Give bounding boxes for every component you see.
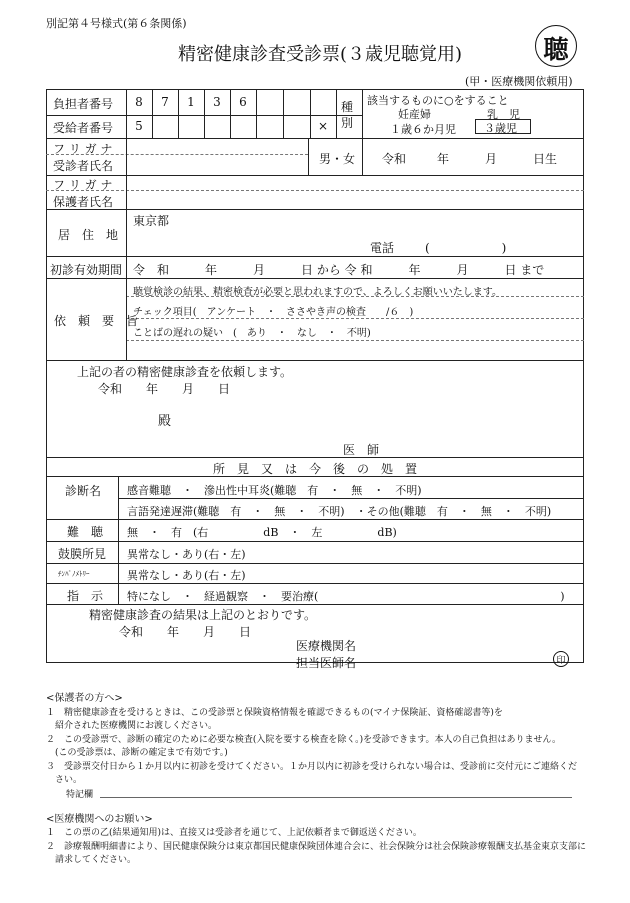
- phone-field[interactable]: ( ): [425, 241, 507, 255]
- medical-note-2a: ２ 診療報酬明細書により、国民健康保険分は東京都国民健康保険団体連合会に、社会保険分は社会保険診療報酬支払基金東京支部に: [46, 842, 587, 852]
- medical-note-1: １ この票の乙(結果通知用)は、直接又は受診者を通じて、上記依頼者まで御返送ください。: [46, 828, 422, 838]
- burden-digit[interactable]: 3: [213, 95, 221, 109]
- medical-note-2b: 請求してください。: [55, 855, 137, 865]
- eardrum-value[interactable]: 異常なし・あり(右・左): [127, 548, 246, 561]
- guardian-note-1b: 紹介された医療機関にお渡しください。: [55, 721, 218, 731]
- type-1y6m[interactable]: １歳６か月児: [390, 123, 456, 136]
- instruction-value[interactable]: 特になし ・ 経過観察 ・ 要治療( ): [127, 590, 565, 603]
- birth-month-unit: 月: [485, 152, 498, 166]
- type-label: 種別: [341, 100, 354, 130]
- address-city[interactable]: 東京都: [133, 214, 170, 228]
- tympanometry-label: ﾁﾝﾊﾟﾉﾒﾄﾘｰ: [58, 570, 90, 578]
- page-title: 精密健康診査受診票(３歳児聴覚用): [178, 44, 463, 65]
- eardrum-label: 鼓膜所見: [58, 547, 107, 561]
- birth-day-unit: 日生: [533, 152, 558, 166]
- burden-number-label: 負担者番号: [53, 97, 114, 111]
- birth-year-unit: 年: [437, 152, 450, 166]
- type-infant[interactable]: 乳 児: [487, 108, 520, 121]
- institution-label: 医療機関名: [296, 639, 357, 653]
- phone-label: 電話: [370, 241, 395, 255]
- badge-label: 聴: [543, 35, 569, 64]
- seal-mark: [553, 651, 569, 667]
- validity-period[interactable]: 令 和 年 月 日 から 令 和 年 月 日 まで: [133, 263, 545, 277]
- guardian-note-3a: ３ 受診票交付日から１か月以内に初診を受けてください。１か月以内に初診を受けられない場合は、受診前に交付元にご連絡くだ: [46, 762, 578, 772]
- instruction-label: 指 示: [67, 589, 104, 603]
- type-3y[interactable]: ３歳児: [484, 122, 517, 135]
- burden-digit[interactable]: 1: [187, 95, 195, 109]
- hearing-loss-value[interactable]: 無 ・ 有 (右 dB ・ 左 dB): [127, 526, 397, 539]
- guardian-note-3b: さい。: [55, 775, 83, 785]
- request-label: 依 頼 要 旨: [54, 314, 139, 328]
- findings-heading: 所 見 又 は 今 後 の 処 置: [212, 462, 417, 476]
- diagnosis-option-2[interactable]: 言語発達遅滞(難聴 有 ・ 無 ・ 不明) ・その他(難聴 有 ・ 無 ・ 不明): [127, 505, 552, 518]
- recipient-mark: ×: [317, 119, 329, 133]
- request-date[interactable]: 令和 年 月 日: [98, 382, 231, 396]
- burden-digit[interactable]: 8: [135, 95, 143, 109]
- form-number: 別記第４号様式(第６条関係): [46, 17, 187, 30]
- copy-type: (甲・医療機関依頼用): [465, 75, 573, 88]
- seal-label: 印: [556, 656, 566, 666]
- guardian-note-2a: ２ この受診票で、診断の確定のために必要な検査(入院を要する検査を除く。)を受診できます。本人の自己負担はありません。: [46, 735, 561, 745]
- diagnosis-option-1[interactable]: 感音難聴 ・ 滲出性中耳炎(難聴 有 ・ 無 ・ 不明): [127, 484, 422, 497]
- request-statement: 上記の者の精密健康診査を依頼します。: [77, 365, 293, 379]
- guardian-name-label: 保護者氏名: [53, 195, 114, 209]
- hearing-loss-label: 難 聴: [67, 525, 104, 539]
- request-speech-delay[interactable]: ことばの遅れの疑い ( あり ・ なし ・ 不明): [133, 328, 371, 339]
- recipient-number-label: 受給者番号: [53, 121, 114, 135]
- burden-digit[interactable]: 6: [239, 95, 247, 109]
- recipient-digit[interactable]: 5: [135, 119, 143, 133]
- request-line1: 聴覚検診の結果、精密検査が必要と思われますので、よろしくお願いいたします。: [133, 287, 502, 298]
- honorific: 殿: [158, 414, 172, 429]
- result-date[interactable]: 令和 年 月 日: [119, 625, 252, 639]
- birth-era: 令和: [382, 152, 407, 166]
- type-note: 該当するものに○をすること: [367, 94, 509, 107]
- burden-digit[interactable]: 7: [161, 95, 169, 109]
- sex-select[interactable]: 男・女: [319, 152, 356, 166]
- physician-label: 担当医師名: [296, 656, 357, 670]
- medical-notes-title: <医療機関へのお願い>: [46, 814, 153, 825]
- guardian-note-2b: (この受診票は、診断の確定まで有効です。): [55, 748, 228, 758]
- validity-label: 初診有効期間: [50, 263, 123, 277]
- address-label: 居 住 地: [58, 228, 119, 242]
- furigana-label: フ リ ガ ナ: [53, 142, 113, 156]
- type-pregnant[interactable]: 妊産婦: [398, 108, 431, 121]
- doctor-label: 医 師: [343, 443, 380, 457]
- guardian-notes-title: <保護者の方へ>: [46, 693, 123, 704]
- diagnosis-label: 診断名: [65, 484, 102, 498]
- result-statement: 精密健康診査の結果は上記のとおりです。: [89, 608, 317, 622]
- remarks-label: 特記欄: [66, 790, 94, 800]
- examinee-name-label: 受診者氏名: [53, 159, 114, 173]
- hearing-badge: [535, 25, 577, 67]
- request-checklist[interactable]: チェック項目( アンケート ・ ささやき声の検査 /６ ): [133, 307, 414, 318]
- remarks-line[interactable]: [100, 797, 572, 798]
- guardian-furigana-label: フ リ ガ ナ: [53, 178, 113, 192]
- guardian-note-1a: １ 精密健康診査を受けるときは、この受診票と保険資格情報を確認できるもの(マイナ保険証、資格確認書等)を: [46, 708, 503, 718]
- tympanometry-value[interactable]: 異常なし・あり(右・左): [127, 569, 246, 582]
